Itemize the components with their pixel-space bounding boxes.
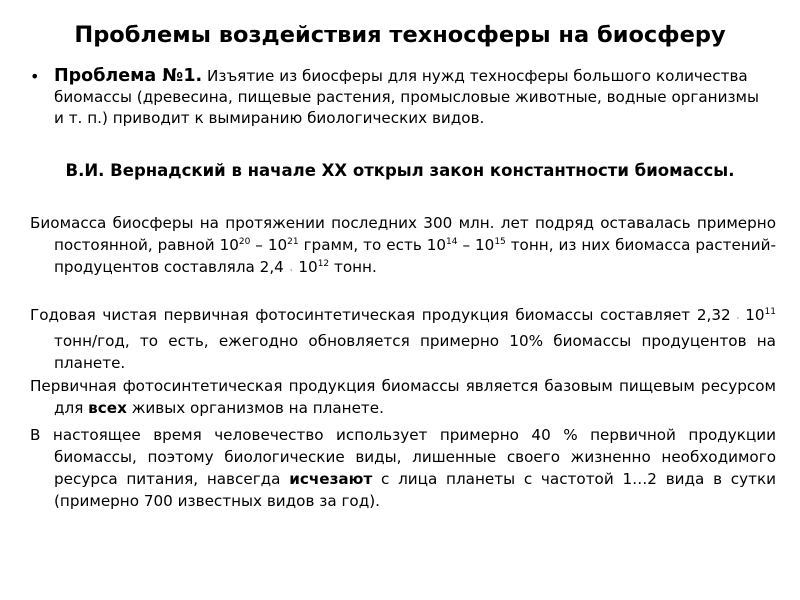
paragraph-biomass: Биомасса биосферы на протяжении последних 300 млн. лет подряд оставалась примерно постоянной, равной $10^{20} - 10^{21}$ грамм, то есть $10^{14} - 10^{15}$ тонн, из них биомасса растений-продуцентов составляла $2,4 \cdot 10^{12}$ тонн. [30,214,776,276]
paragraph-production: Годовая чистая первичная фотосинтетическая продукция биомассы составляет $2,32 \cdot 10^{11}$ тонн/год, то есть, ежегодно обновляется примерно 10% биомассы продуцентов на планете. [30,306,776,372]
slide-title: Проблемы воздействия техносферы на биосферу [74,22,726,48]
vernadsky-law-heading: В.И. Вернадский в начале XX открыл закон константности биомассы. [65,161,735,180]
paragraph-extinction: В настоящее время человечество использует примерно 40 % первичной продукции биомассы, поэтому биологические виды, лишенные своего жизненно необходимого ресурса питания, навсегда исчезают с лица планеты с частотой 1…2 вида в сутки (примерно 700 известных видов за год). [30,426,776,510]
bullet-item [30,66,770,129]
bullet-icon: • [30,67,40,86]
paragraph-food-resource: Первичная фотосинтетическая продукция биомассы является базовым пищевым ресурсом для всех живых организмов на планете. [30,377,776,417]
problem-description: Изъятие из биосферы для нужд техносферы большого количества биомассы (древесина, пищевые растения, промысловые животные, водные организмы и т. п.) приводит к вымиранию биологических видов. [54,67,759,127]
problem-label: Проблема №1. [54,66,203,86]
bullet-text [54,66,770,129]
